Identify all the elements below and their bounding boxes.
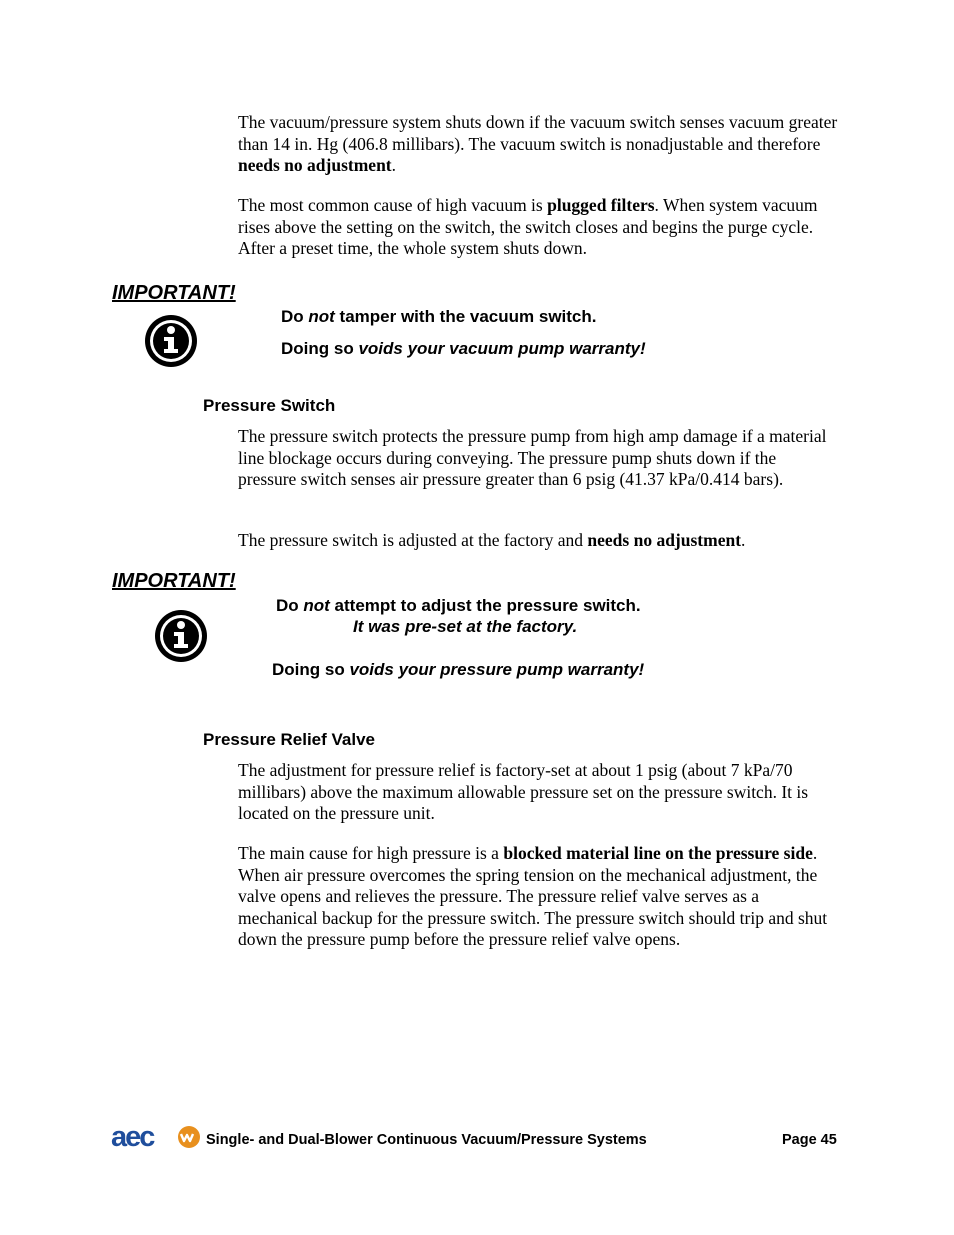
info-icon xyxy=(143,313,199,369)
important-2-line-2: It was pre-set at the factory. xyxy=(353,617,578,636)
text-span: The pressure switch is adjusted at the factory and xyxy=(238,530,588,550)
text-span: . xyxy=(391,155,397,175)
bold-span: blocked material line on the pressure side xyxy=(503,843,813,863)
important-1-line-2 xyxy=(281,339,646,359)
vacuum-switch-paragraph-1 xyxy=(238,112,838,177)
italic-span: voids your vacuum pump warranty! xyxy=(358,339,646,358)
text-span: Do xyxy=(276,596,304,615)
text-span: . When system vacuum rises above the setting on the switch, the switch closes and begins the purge cycle. After a preset time, the whole system shuts down. xyxy=(238,195,818,258)
text-span: The vacuum/pressure system shuts down if the vacuum switch senses vacuum greater than 14 in. Hg (406.8 millibars). The vacuum switch is nonadjustable and therefore xyxy=(238,112,838,154)
important-2-line-1 xyxy=(276,596,641,616)
bold-span: needs no adjustment xyxy=(587,530,742,550)
italic-span: not xyxy=(308,307,335,326)
text-span: . When air pressure overcomes the spring tension on the mechanical adjustment, the valve opens and relieves the pressure. The pressure relief valve serves as a mechanical backup for the pressure switch. The pressure switch should trip and shut down the pressure pump before the pressure relief valve opens. xyxy=(238,843,828,949)
important-2-line-3 xyxy=(272,660,644,680)
bold-span: plugged filters xyxy=(547,195,655,215)
italic-span: voids your pressure pump warranty! xyxy=(349,660,645,679)
logo-wordmark: aec xyxy=(111,1124,154,1150)
important-1-line-1 xyxy=(281,307,597,327)
bold-span: needs no adjustment xyxy=(238,155,392,175)
info-icon xyxy=(153,608,209,664)
text-span: Doing so xyxy=(272,660,350,679)
important-label-1: IMPORTANT! xyxy=(112,282,236,304)
relief-valve-paragraph-1: The adjustment for pressure relief is factory-set at about 1 psig (about 7 kPa/70 millibars) above the maximum allowable pressure set on the pressure switch. It is located on the pressure unit. xyxy=(238,760,809,823)
pressure-switch-paragraph-1: The pressure switch protects the pressure pump from high amp damage if a material line blockage occurs during conveying. The pressure pump shuts down if the pressure switch senses air pressure greater than 6 psig (41.37 kPa/0.414 bars). xyxy=(238,426,827,489)
text-span: Do xyxy=(281,307,309,326)
text-span: The main cause for high pressure is a xyxy=(238,843,504,863)
text-span: attempt to adjust the pressure switch. xyxy=(329,596,641,615)
vacuum-switch-paragraph-2 xyxy=(238,195,838,260)
text-span: Doing so xyxy=(281,339,359,358)
italic-span: not xyxy=(303,596,330,615)
pressure-relief-valve-heading: Pressure Relief Valve xyxy=(203,730,376,749)
pressure-switch-paragraph-2 xyxy=(238,530,838,552)
text-span: . xyxy=(741,530,746,550)
important-label-2: IMPORTANT! xyxy=(112,570,236,592)
text-span: The most common cause of high vacuum is xyxy=(238,195,548,215)
footer-page-number: Page 45 xyxy=(782,1132,837,1148)
footer-document-title: Single- and Dual-Blower Continuous Vacuum/Pressure Systems xyxy=(206,1132,647,1148)
pressure-switch-heading: Pressure Switch xyxy=(203,396,336,415)
relief-valve-paragraph-2 xyxy=(238,843,838,951)
text-span: tamper with the vacuum switch. xyxy=(334,307,597,326)
aec-logo xyxy=(111,1124,201,1150)
